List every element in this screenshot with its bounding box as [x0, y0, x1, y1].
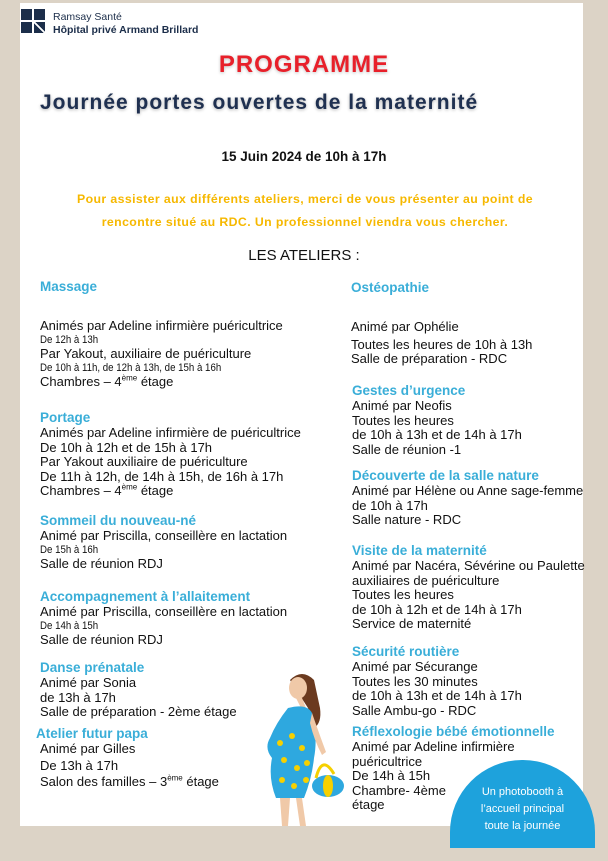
atelier-line: Animés par Adeline infirmière de puéricultrice	[40, 425, 301, 440]
atelier-line: Salle de réunion -1	[352, 441, 462, 457]
location-text: Salon des familles – 3	[40, 774, 168, 789]
atelier-line	[40, 775, 219, 790]
atelier-line	[40, 375, 283, 390]
atelier-line: De 10h à 12h et de 15h à 17h	[40, 439, 213, 455]
atelier-gestes-urgence	[352, 383, 522, 457]
atelier-line: De 13h à 17h	[40, 757, 119, 773]
superscript: ème	[121, 482, 138, 492]
logo-square-icon	[21, 9, 32, 20]
photobooth-line: toute la journée	[484, 820, 561, 832]
atelier-line: De 15h à 16h	[40, 543, 99, 556]
atelier-line: puéricultrice	[352, 753, 423, 769]
atelier-line: De 14h à 15h	[40, 619, 99, 632]
brand-name: Ramsay Santé	[53, 11, 122, 23]
atelier-title: Massage	[40, 279, 98, 294]
atelier-title: Ostéopathie	[351, 280, 430, 295]
logo-square-icon	[34, 22, 45, 33]
atelier-papa	[36, 726, 219, 790]
atelier-line: Animé par Ophélie	[351, 319, 459, 334]
atelier-line: Animé par Neofis	[352, 398, 452, 413]
atelier-line: Animé par Adeline infirmière	[352, 739, 515, 754]
atelier-line: Animé par Hélène ou Anne sage-femme	[352, 483, 584, 498]
superscript: ème	[167, 773, 183, 783]
atelier-line: Salle de réunion RDJ	[40, 632, 163, 647]
atelier-title: Accompagnement à l’allaitement	[40, 589, 251, 604]
program-label: PROGRAMME	[218, 51, 390, 78]
atelier-line: De 11h à 12h, de 14h à 15h, de 16h à 17h	[40, 468, 284, 484]
atelier-title: Sommeil du nouveau-né	[40, 513, 197, 528]
atelier-line: Toutes les heures de 10h à 13h	[351, 336, 533, 352]
atelier-line: De 10h à 11h, de 12h à 13h, de 15h à 16h	[40, 361, 222, 374]
atelier-line: Animé par Gilles	[40, 741, 136, 756]
atelier-danse	[40, 660, 237, 720]
atelier-line: auxiliaires de puériculture	[352, 572, 500, 588]
atelier-title: Atelier futur papa	[36, 726, 148, 741]
hospital-name: Hôpital privé Armand Brillard	[53, 24, 199, 36]
ateliers-heading: LES ATELIERS :	[248, 247, 360, 264]
logo-square-icon	[21, 22, 32, 33]
atelier-line: Animé par Sécurange	[352, 659, 478, 674]
atelier-line: Toutes les 30 minutes	[352, 673, 478, 689]
atelier-title: Portage	[40, 410, 91, 425]
page-title: Journée portes ouvertes de la maternité	[40, 91, 479, 114]
location-text: Chambres – 4	[40, 483, 122, 498]
location-text: étage	[137, 374, 174, 389]
atelier-line: De 14h à 15h	[352, 768, 431, 783]
atelier-massage	[40, 279, 283, 390]
atelier-title: Découverte de la salle nature	[352, 468, 539, 483]
atelier-title: Sécurité routière	[352, 644, 460, 659]
atelier-salle-nature	[352, 468, 583, 528]
atelier-line: étage	[352, 797, 385, 812]
atelier-line: Toutes les heures	[352, 587, 454, 602]
location-text: Chambres – 4	[40, 374, 122, 389]
superscript: ème	[121, 373, 138, 383]
atelier-line	[40, 484, 301, 499]
atelier-securite-routiere	[352, 644, 522, 718]
atelier-line: de 10h à 12h et de 14h à 17h	[352, 601, 522, 617]
atelier-line: de 13h à 17h	[40, 689, 116, 705]
atelier-line: Par Yakout, auxiliaire de puériculture	[40, 346, 252, 361]
info-text	[26, 188, 584, 234]
atelier-line: Salle Ambu-go - RDC	[352, 702, 477, 718]
photobooth-line: Un photobooth à	[481, 786, 564, 798]
atelier-title: Réflexologie bébé émotionnelle	[352, 724, 555, 739]
atelier-line: Toutes les heures	[352, 412, 454, 428]
info-line: Pour assister aux différents ateliers, merci de vous présenter au point de	[76, 192, 534, 206]
atelier-title: Visite de la maternité	[352, 543, 487, 558]
atelier-sommeil	[40, 513, 287, 572]
atelier-line: Chambre- 4ème	[352, 782, 446, 798]
atelier-line: De 12h à 13h	[40, 333, 99, 346]
atelier-line: de 10h à 13h et de 14h à 17h	[352, 427, 522, 442]
atelier-title: Gestes d’urgence	[352, 383, 466, 398]
atelier-line: Animé par Nacéra, Sévérine ou Paulette	[352, 558, 585, 573]
atelier-line: Animé par Priscilla, conseillère en lactation	[40, 528, 288, 543]
info-line: rencontre situé au RDC. Un professionnel viendra vous chercher.	[101, 215, 509, 229]
location-text: étage	[182, 774, 219, 789]
atelier-line: Animé par Sonia	[40, 675, 137, 690]
atelier-osteopathie	[351, 280, 532, 367]
photobooth-line: l’accueil principal	[480, 803, 565, 815]
atelier-portage	[40, 410, 301, 499]
atelier-line: Animé par Priscilla, conseillère en lactation	[40, 604, 288, 619]
pregnant-woman-illustration	[262, 668, 346, 828]
event-date: 15 Juin 2024 de 10h à 17h	[221, 149, 387, 164]
atelier-line: Service de maternité	[352, 616, 472, 631]
atelier-line: Salle de préparation - RDC	[351, 351, 508, 366]
atelier-allaitement	[40, 589, 287, 648]
logo-square-icon	[34, 9, 45, 20]
atelier-line: de 10h à 13h et de 14h à 17h	[352, 688, 522, 703]
location-text: étage	[137, 483, 174, 498]
atelier-line: Salle nature - RDC	[352, 512, 462, 527]
atelier-line: Animés par Adeline infirmière puéricultrice	[40, 318, 283, 333]
atelier-line: de 10h à 17h	[352, 497, 428, 513]
atelier-title: Danse prénatale	[40, 660, 145, 675]
atelier-visite	[352, 543, 585, 632]
atelier-line: Salle de préparation - 2ème étage	[40, 704, 237, 719]
atelier-line: Par Yakout auxiliaire de puériculture	[40, 454, 248, 469]
atelier-line: Salle de réunion RDJ	[40, 556, 163, 571]
